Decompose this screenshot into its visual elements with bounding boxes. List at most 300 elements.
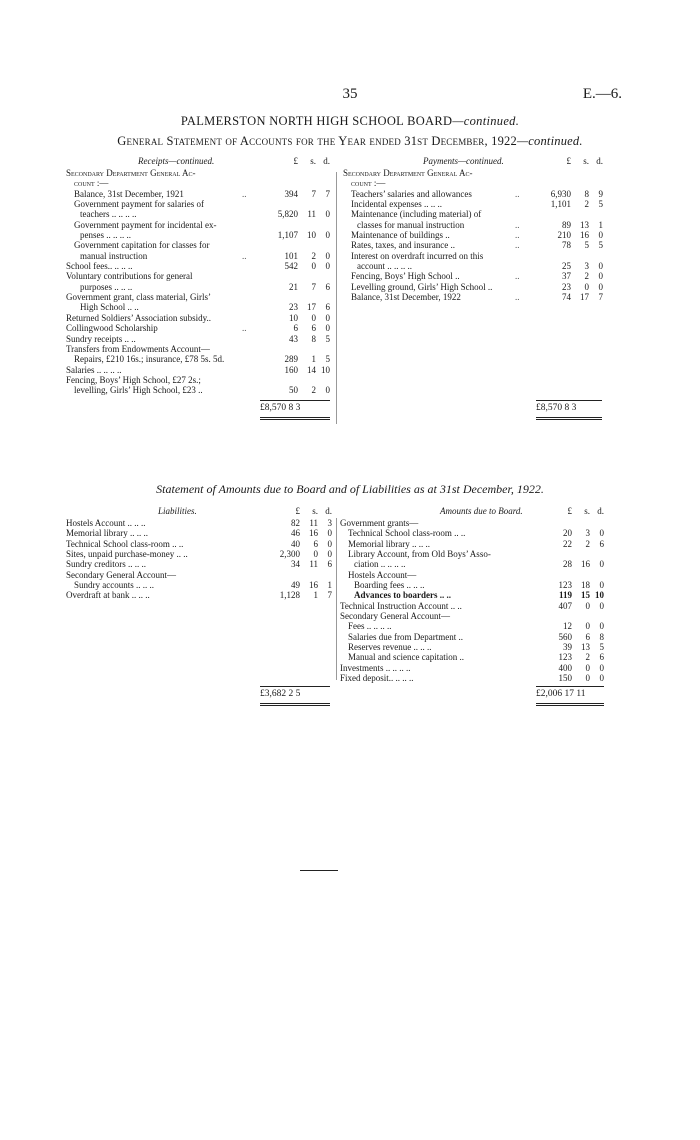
ledger-row (343, 292, 601, 302)
ledger-row-description: Secondary Department General Ac- (343, 168, 473, 178)
ledger-row-shillings: 11 (309, 559, 318, 570)
ledger-row-pence: 0 (598, 261, 603, 272)
ledger-row-pounds: 20 (563, 528, 572, 539)
board-title-cont: —continued. (452, 114, 520, 128)
ledger-row-pence: 0 (327, 549, 332, 560)
ledger-row (340, 518, 602, 528)
liabilities-total-underline-2 (260, 705, 330, 706)
amounts-due-total-underline-2 (536, 705, 604, 706)
ledger-row (343, 271, 601, 281)
ledger-row-shillings: 8 (584, 188, 589, 199)
ledger-row-pence: 0 (327, 528, 332, 539)
ledger-row-description: Memorial library .. .. .. (66, 528, 148, 539)
ledger-row-shillings: 6 (311, 323, 316, 334)
ledger-row-leader-dots: .. (242, 188, 247, 199)
ledger-row-shillings: 16 (580, 230, 589, 241)
ledger-row-pounds: 23 (562, 281, 571, 292)
ledger-row-description: Teachers’ salaries and allowances (351, 188, 472, 199)
ledger-row-description: Hostels Account .. .. .. (66, 518, 146, 528)
ledger-row-description: Overdraft at bank .. .. .. (66, 590, 150, 601)
ledger-row-shillings: 0 (585, 600, 590, 611)
ledger-row (66, 230, 328, 240)
document-reference: E.—6. (582, 86, 622, 102)
ledger-row-description: Secondary Department General Ac- (66, 168, 196, 178)
ledger-row (66, 251, 328, 261)
payments-total: £8,570 8 3 (536, 403, 577, 413)
ledger-row-pounds: 40 (291, 538, 300, 549)
ledger-row (66, 209, 328, 219)
ledger-row (340, 539, 602, 549)
liabilities-caption: Liabilities. (158, 506, 197, 516)
ledger-row (66, 199, 328, 209)
ledger-row-description: Fencing, Boys’ High School .. (351, 271, 460, 282)
ledger-row-shillings: 3 (584, 261, 589, 272)
ledger-row-description: School fees.. .. .. .. (66, 261, 133, 272)
statement-title-cont: —continued. (516, 134, 583, 148)
ledger-row (66, 549, 330, 559)
statement2-title: Statement of Amounts due to Board and of Liabilities as at 31st December, 1922. (156, 482, 544, 496)
ledger-row (66, 261, 328, 271)
ledger-row-description: Manual and science capitation .. (348, 652, 464, 663)
payments-currency-shillings: s. (583, 156, 589, 166)
ledger-row-description: Investments .. .. .. .. (340, 662, 411, 673)
ledger-row-description: Voluntary contributions for general (66, 271, 193, 282)
ledger-row-shillings: 11 (309, 518, 318, 528)
amounts_due-caption-row (340, 506, 602, 518)
ledger-row-pence: 0 (599, 673, 604, 684)
ledger-row-pence: 7 (327, 590, 332, 601)
liabilities-caption-row (66, 506, 330, 518)
ledger-row-pence: 1 (327, 580, 332, 591)
ledger-row-description: count :— (351, 178, 386, 189)
ledger-row-shillings: 0 (311, 261, 316, 272)
ledger-row (343, 251, 601, 261)
ledger-row (66, 518, 330, 528)
ledger-row-pence: 0 (325, 312, 330, 323)
ledger-row-pounds: 6,930 (550, 188, 571, 199)
ledger-row-pence: 5 (599, 642, 604, 653)
liabilities-currency-pounds: £ (295, 506, 300, 516)
receipts-currency-pence: d. (323, 156, 330, 166)
ledger-row-pounds: 5,820 (277, 209, 298, 220)
ledger-row (66, 282, 328, 292)
ledger-row-pounds: 25 (562, 261, 571, 272)
ledger-row-leader-dots: .. (515, 230, 520, 241)
ledger-row-pounds: 78 (562, 240, 571, 251)
ledger-row-leader-dots: .. (242, 250, 247, 261)
ledger-row-pence: 6 (599, 652, 604, 663)
ledger-row-description: Levelling ground, Girls’ High School .. (351, 281, 493, 292)
ledger-row-pence: 0 (598, 281, 603, 292)
ledger-row-pence: 5 (325, 354, 330, 365)
ledger-row-shillings: 13 (580, 219, 589, 230)
ledger-row-pence: 5 (325, 333, 330, 344)
ledger-row-pounds: 1,128 (279, 590, 300, 601)
ledger-row (340, 663, 602, 673)
ledger-row (66, 168, 328, 178)
ledger-row-shillings: 17 (307, 302, 316, 313)
ledger-row-shillings: 7 (311, 281, 316, 292)
ledger-row-shillings: 0 (584, 281, 589, 292)
liabilities-amounts-divider (336, 518, 337, 680)
ledger-row-shillings: 16 (309, 528, 318, 539)
ledger-row (340, 611, 602, 621)
ledger-row-description: Fencing, Boys’ High School, £27 2s.; (66, 374, 201, 385)
ledger-row-leader-dots: .. (515, 240, 520, 251)
ledger-row-description: Government grants— (340, 518, 419, 528)
receipts-currency-shillings: s. (310, 156, 316, 166)
ledger-row-pounds: 39 (563, 642, 572, 653)
ledger-row-description: count :— (74, 178, 109, 189)
receipts-total: £8,570 8 3 (260, 403, 301, 413)
ledger-row-description: Maintenance (including material) of (351, 209, 482, 220)
ledger-row-shillings: 0 (585, 662, 590, 673)
ledger-row (66, 292, 328, 302)
ledger-row-shillings: 1 (311, 354, 316, 365)
ledger-row-pounds: 400 (558, 662, 572, 673)
ledger-row-pounds: 407 (558, 600, 572, 611)
ledger-row (343, 199, 601, 209)
amounts-due-total-underline (536, 703, 604, 704)
ledger-row-pence: 0 (599, 559, 604, 570)
ledger-row-description: Government payment for salaries of (74, 199, 204, 210)
ledger-row-pounds: 542 (284, 261, 298, 272)
ledger-row-shillings: 2 (584, 271, 589, 282)
receipts-total-underline (260, 417, 330, 418)
ledger-row-shillings: 6 (313, 538, 318, 549)
ledger-row (340, 621, 602, 631)
ledger-row-pounds: 2,300 (279, 549, 300, 560)
ledger-row-shillings: 6 (585, 631, 590, 642)
amounts_due-currency-pounds: £ (567, 506, 572, 516)
ledger-row (343, 230, 601, 240)
ledger-row-description: Hostels Account— (348, 569, 417, 580)
ledger-row (343, 240, 601, 250)
ledger-row-description: Maintenance of buildings .. (351, 230, 450, 241)
ledger-row (340, 570, 602, 580)
receipts-caption: Receipts—continued. (138, 156, 215, 166)
ledger-row-description: Salaries due from Department .. (348, 631, 463, 642)
ledger-row-pence: 6 (325, 281, 330, 292)
statement-title-main: General Statement of Accounts for the Year ended 31st December, 1922 (117, 134, 517, 148)
ledger-row-pounds: 89 (562, 219, 571, 230)
ledger-row-description: Technical School class-room .. .. (348, 528, 466, 539)
ledger-row-pence: 9 (598, 188, 603, 199)
receipts-total-rule (260, 400, 330, 401)
ledger-row-shillings: 1 (313, 590, 318, 601)
ledger-row-shillings: 2 (311, 385, 316, 396)
ledger-row (66, 375, 328, 385)
ledger-row-pounds: 123 (558, 580, 572, 591)
amounts-due-column (340, 506, 602, 684)
ledger-row-leader-dots: .. (242, 323, 247, 334)
payments-caption: Payments—continued. (423, 156, 504, 166)
ledger-row-pence: 0 (325, 250, 330, 261)
ledger-row (340, 601, 602, 611)
ledger-row-description: penses .. .. .. .. (80, 230, 131, 241)
ledger-row-description: Sundry accounts .. .. .. (74, 580, 154, 591)
ledger-row-shillings: 2 (584, 199, 589, 210)
ledger-row-pounds: 28 (563, 559, 572, 570)
ledger-row (340, 673, 602, 683)
ledger-row-description: Collingwood Scholarship (66, 323, 158, 334)
ledger-row-description: Fixed deposit.. .. .. .. (340, 673, 414, 684)
ledger-row-description: Fees .. .. .. .. (348, 621, 392, 632)
ledger-row-pounds: 123 (558, 652, 572, 663)
ledger-row-pounds: 210 (557, 230, 571, 241)
ledger-row-pounds: 74 (562, 292, 571, 303)
liabilities-currency-pence: d. (325, 506, 332, 516)
ledger-row (66, 570, 330, 580)
ledger-row-shillings: 2 (311, 250, 316, 261)
ledger-row-pence: 10 (595, 590, 604, 601)
ledger-row (66, 334, 328, 344)
ledger-row-description: purposes .. .. .. (80, 281, 133, 292)
ledger-row-pence: 0 (599, 600, 604, 611)
ledger-row-shillings: 0 (311, 312, 316, 323)
ledger-row-description: teachers .. .. .. .. (80, 209, 137, 220)
ledger-row-leader-dots: .. (515, 271, 520, 282)
ledger-row-pounds: 6 (293, 323, 298, 334)
ledger-row (343, 168, 601, 178)
ledger-row-shillings: 16 (309, 580, 318, 591)
payments-currency-pence: d. (596, 156, 603, 166)
ledger-row-pence: 6 (599, 538, 604, 549)
ledger-row-description: levelling, Girls’ High School, £23 .. (74, 385, 203, 396)
ledger-row-pounds: 46 (291, 528, 300, 539)
ledger-row-description: classes for manual instruction (357, 219, 465, 230)
ledger-row-pence: 0 (325, 209, 330, 220)
ledger-row (340, 652, 602, 662)
ledger-row-description: Sites, unpaid purchase-money .. .. (66, 549, 188, 560)
payments-currency-pounds: £ (566, 156, 571, 166)
ledger-row-description: Transfers from Endowments Account— (66, 343, 210, 354)
ledger-row-shillings: 0 (585, 673, 590, 684)
ledger-row-pounds: 12 (563, 621, 572, 632)
ledger-row-leader-dots: .. (515, 219, 520, 230)
ledger-row-shillings: 14 (307, 364, 316, 375)
ledger-row-pounds: 22 (563, 538, 572, 549)
ledger-row-pounds: 23 (289, 302, 298, 313)
ledger-row-pounds: 289 (284, 354, 298, 365)
receipts-currency-pounds: £ (293, 156, 298, 166)
ledger-row-pence: 6 (327, 559, 332, 570)
ledger-row-shillings: 10 (307, 230, 316, 241)
ledger-row-leader-dots: .. (515, 188, 520, 199)
ledger-row-description: Secondary General Account— (340, 611, 450, 622)
ledger-row-shillings: 13 (581, 642, 590, 653)
ledger-row-description: Repairs, £210 16s.; insurance, £78 5s. 5d. (74, 354, 225, 365)
ledger-row-shillings: 2 (585, 652, 590, 663)
ledger-row (66, 178, 328, 188)
ledger-row-shillings: 2 (585, 538, 590, 549)
payments-column (343, 156, 601, 302)
ledger-row-description: Balance, 31st December, 1921 (74, 188, 184, 199)
ledger-row-description: Technical Instruction Account .. .. (340, 600, 462, 611)
ledger-row-description: Government grant, class material, Girls’ (66, 292, 211, 303)
ledger-row-shillings: 18 (581, 580, 590, 591)
ledger-row-pence: 0 (325, 230, 330, 241)
ledger-row-description: Library Account, from Old Boys’ Asso- (348, 549, 491, 560)
ledger-row (340, 549, 602, 559)
ledger-row-pounds: 82 (291, 518, 300, 528)
liabilities-currency-shillings: s. (312, 506, 318, 516)
ledger-row (66, 271, 328, 281)
ledger-row-description: manual instruction (80, 250, 148, 261)
ledger-row-shillings: 7 (311, 188, 316, 199)
ledger-row-shillings: 8 (311, 333, 316, 344)
liabilities-total-rule (260, 686, 330, 687)
ledger-row (66, 313, 328, 323)
ledger-row-description: Returned Soldiers’ Association subsidy.. (66, 312, 211, 323)
ledger-row-description: Salaries .. .. .. .. (66, 364, 122, 375)
payments-total-underline-2 (536, 419, 602, 420)
ledger-row (66, 354, 328, 364)
ledger-row-pounds: 1,101 (550, 199, 571, 210)
ledger-row-description: Advances to boarders .. .. (354, 590, 451, 601)
ledger-row (66, 220, 328, 230)
ledger-row-description: Interest on overdraft incurred on this (351, 250, 484, 261)
ledger-row (340, 528, 602, 538)
ledger-row (66, 590, 330, 600)
ledger-row-shillings: 11 (307, 209, 316, 220)
receipts-total-underline-2 (260, 419, 330, 420)
ledger-row-pounds: 10 (289, 312, 298, 323)
ledger-row (66, 539, 330, 549)
ledger-row-pounds: 50 (289, 385, 298, 396)
ledger-row-pence: 1 (598, 219, 603, 230)
ledger-row-description: Secondary General Account— (66, 569, 176, 580)
payments-total-underline (536, 417, 602, 418)
ledger-row-description: Boarding fees .. .. .. (354, 580, 425, 591)
liabilities-column (66, 506, 330, 601)
amounts-due-total: £2,006 17 11 (536, 689, 586, 699)
ledger-row-pence: 8 (599, 631, 604, 642)
ledger-row-pounds: 49 (291, 580, 300, 591)
ledger-row-pence: 5 (598, 240, 603, 251)
ledger-row-pence: 0 (325, 385, 330, 396)
ledger-row-pounds: 34 (291, 559, 300, 570)
ledger-row-pounds: 1,107 (277, 230, 298, 241)
amounts_due-currency-pence: d. (597, 506, 604, 516)
amounts_due-currency-shillings: s. (584, 506, 590, 516)
ledger-row-description: Government payment for incidental ex- (74, 219, 217, 230)
ledger-row-shillings: 5 (584, 240, 589, 251)
ledger-row-description: Balance, 31st December, 1922 (351, 292, 461, 303)
ledger-row-pence: 0 (599, 621, 604, 632)
ledger-row-shillings: 0 (313, 549, 318, 560)
ledger-row-pence: 0 (599, 662, 604, 673)
amounts_due-caption: Amounts due to Board. (440, 506, 523, 516)
ledger-row-pence: 3 (327, 518, 332, 528)
ledger-row-pence: 0 (327, 538, 332, 549)
ledger-row (343, 178, 601, 188)
ledger-row (66, 344, 328, 354)
ledger-row-pence: 5 (598, 199, 603, 210)
ledger-row (343, 261, 601, 271)
board-title-main: PALMERSTON NORTH HIGH SCHOOL BOARD (180, 114, 453, 128)
ledger-row-pence: 10 (321, 364, 330, 375)
ledger-row (343, 209, 601, 219)
ledger-row-description: Technical School class-room .. .. (66, 538, 184, 549)
board-title (0, 114, 700, 129)
ledger-row-pence: 6 (325, 302, 330, 313)
ledger-row-description: High School .. .. (80, 302, 139, 313)
ledger-row (340, 580, 602, 590)
ledger-row (66, 559, 330, 569)
ledger-row-pounds: 43 (289, 333, 298, 344)
payments-total-rule (536, 400, 602, 401)
ledger-row-pounds: 101 (284, 250, 298, 261)
ledger-row (343, 220, 601, 230)
ledger-row-description: ciation .. .. .. .. (354, 559, 406, 570)
ledger-row-pounds: 160 (284, 364, 298, 375)
ledger-row (66, 302, 328, 312)
ledger-row-leader-dots: .. (515, 292, 520, 303)
ledger-row-pounds: 394 (284, 188, 298, 199)
liabilities-total: £3,682 2 5 (260, 689, 301, 699)
closing-rule (300, 870, 338, 871)
ledger-row-pence: 0 (325, 323, 330, 334)
ledger-row-shillings: 17 (580, 292, 589, 303)
ledger-row-description: Memorial library .. .. .. (348, 538, 430, 549)
ledger-row (66, 580, 330, 590)
ledger-row-description: account .. .. .. .. (357, 261, 412, 272)
ledger-row (340, 642, 602, 652)
liabilities-total-underline (260, 703, 330, 704)
ledger-row-description: Sundry creditors .. .. .. (66, 559, 146, 570)
ledger-row-pounds: 37 (562, 271, 571, 282)
ledger-row-pounds: 21 (289, 281, 298, 292)
ledger-row (66, 528, 330, 538)
ledger-row-pounds: 150 (558, 673, 572, 684)
ledger-row (66, 240, 328, 250)
statement-title (0, 134, 700, 149)
receipts-column (66, 156, 328, 396)
receipts-payments-divider (336, 172, 337, 424)
ledger-row (340, 632, 602, 642)
payments-caption-row (343, 156, 601, 168)
ledger-row (66, 189, 328, 199)
ledger-row (343, 282, 601, 292)
ledger-row-shillings: 0 (585, 621, 590, 632)
ledger-row (340, 590, 602, 600)
amounts-due-total-rule (536, 686, 604, 687)
ledger-row (66, 365, 328, 375)
ledger-row (66, 385, 328, 395)
ledger-row-pence: 0 (598, 230, 603, 241)
ledger-row-pence: 0 (599, 528, 604, 539)
ledger-row (343, 189, 601, 199)
ledger-row-pence: 0 (598, 271, 603, 282)
ledger-row-shillings: 16 (581, 559, 590, 570)
ledger-row-shillings: 15 (581, 590, 590, 601)
ledger-row-pounds: 119 (558, 590, 572, 601)
ledger-row-pence: 7 (598, 292, 603, 303)
ledger-row-description: Government capitation for classes for (74, 240, 210, 251)
receipts-caption-row (66, 156, 328, 168)
ledger-row-description: Rates, taxes, and insurance .. (351, 240, 455, 251)
ledger-row-shillings: 3 (585, 528, 590, 539)
ledger-row-pounds: 560 (558, 631, 572, 642)
ledger-row-description: Incidental expenses .. .. .. (351, 199, 442, 210)
ledger-row (340, 559, 602, 569)
ledger-row-pence: 7 (325, 188, 330, 199)
page-number: 35 (342, 86, 358, 102)
ledger-row-pence: 0 (599, 580, 604, 591)
ledger-row-pence: 0 (325, 261, 330, 272)
ledger-row (66, 323, 328, 333)
